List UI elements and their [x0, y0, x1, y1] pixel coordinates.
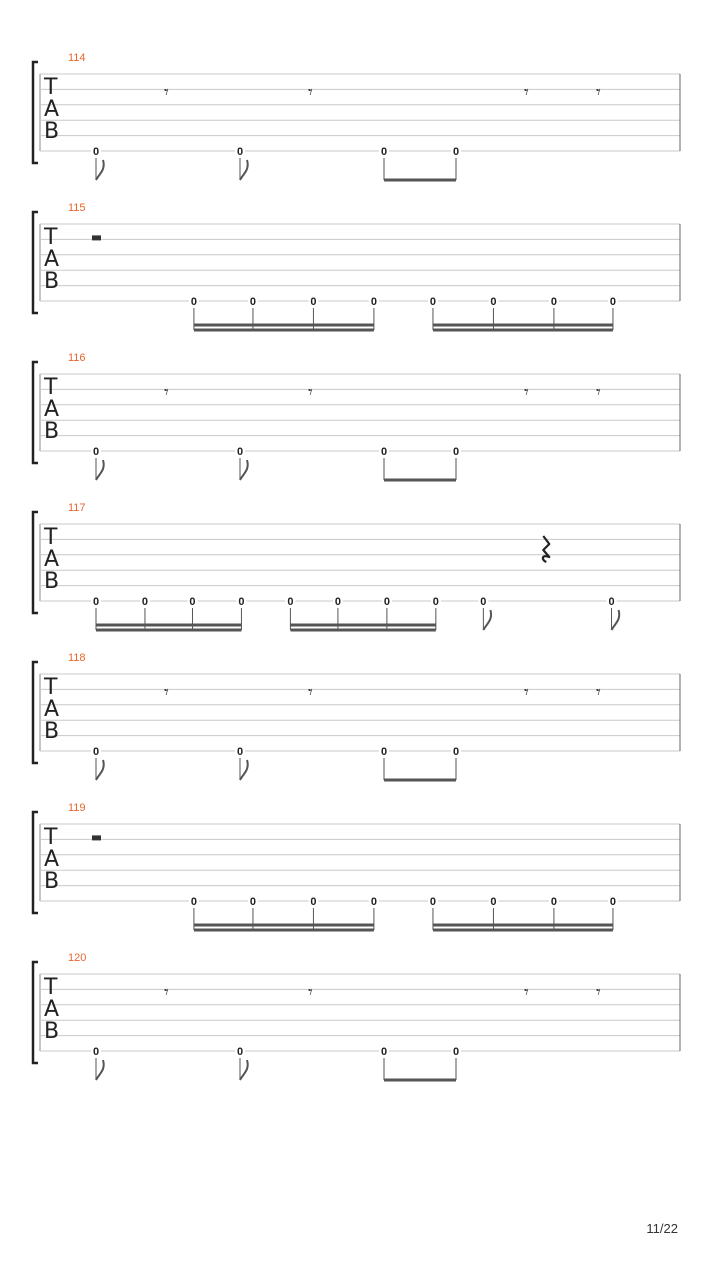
measure-number: 117 [68, 502, 86, 514]
fret-number: 0 [609, 296, 617, 308]
measure-number: 118 [68, 652, 86, 664]
note-flag [483, 610, 491, 630]
eighth-rest: 𝄾 [596, 982, 601, 1003]
note-flag [612, 610, 620, 630]
eighth-rest: 𝄾 [596, 382, 601, 403]
system-bracket [33, 362, 38, 463]
fret-number: 0 [550, 296, 557, 308]
eighth-rest: 𝄾 [596, 82, 601, 103]
note-flag [240, 760, 248, 780]
fret-number: 0 [238, 596, 245, 608]
tab-clef-letter: A [44, 847, 60, 872]
fret-number: 0 [380, 746, 388, 758]
system-bracket [33, 62, 38, 163]
fret-number: 0 [550, 896, 557, 908]
note-flag [96, 760, 104, 780]
tab-clef-letter: B [44, 269, 60, 294]
system-bracket [33, 962, 38, 1063]
measure-number: 116 [68, 352, 86, 364]
tab-clef-letter: T [44, 975, 58, 1000]
tab-clef-letter: B [44, 1019, 60, 1044]
fret-number: 0 [452, 146, 460, 158]
fret-number: 0 [236, 1046, 244, 1058]
eighth-rest: 𝄾 [524, 82, 529, 103]
note-flag [96, 460, 104, 480]
measure-number: 114 [68, 52, 86, 64]
system-bracket [33, 512, 38, 613]
fret-number: 0 [92, 446, 100, 458]
tab-clef-letter: A [44, 97, 60, 122]
fret-number: 0 [236, 746, 244, 758]
eighth-rest: 𝄾 [308, 682, 313, 703]
tab-clef-letter: A [44, 397, 60, 422]
system-bracket [33, 212, 38, 313]
tab-system [33, 802, 680, 930]
fret-number: 0 [429, 296, 437, 308]
fret-number: 0 [92, 146, 100, 158]
fret-number: 0 [249, 296, 257, 308]
system-bracket [33, 662, 38, 763]
fret-number: 0 [370, 896, 377, 908]
half-rest [92, 235, 101, 240]
eighth-rest: 𝄾 [308, 982, 313, 1003]
tab-system [33, 352, 680, 480]
fret-number: 0 [236, 146, 244, 158]
measure-number: 115 [68, 202, 86, 214]
note-flag [96, 1060, 104, 1080]
tab-system [33, 652, 680, 780]
tab-clef-letter: A [44, 697, 60, 722]
fret-number: 0 [490, 896, 497, 908]
fret-number: 0 [310, 296, 317, 308]
tab-clef-letter: T [44, 75, 58, 100]
tab-clef-letter: T [44, 375, 58, 400]
fret-number: 0 [92, 746, 100, 758]
eighth-rest: 𝄾 [164, 682, 169, 703]
tab-system [33, 952, 680, 1080]
fret-number: 0 [141, 596, 149, 608]
eighth-rest: 𝄾 [596, 682, 601, 703]
eighth-rest: 𝄾 [164, 382, 169, 403]
measure-number: 120 [68, 952, 87, 964]
half-rest [92, 835, 101, 840]
tab-clef-letter: T [44, 225, 58, 250]
page-number: 11/22 [646, 1221, 678, 1236]
note-flag [240, 1060, 248, 1080]
tab-clef-letter: T [44, 525, 58, 550]
eighth-rest: 𝄾 [524, 682, 529, 703]
note-flag [96, 160, 104, 180]
fret-number: 0 [380, 1046, 388, 1058]
fret-number: 0 [190, 896, 197, 908]
eighth-rest: 𝄾 [308, 382, 313, 403]
tab-clef-letter: T [44, 825, 58, 850]
fret-number: 0 [92, 596, 100, 608]
fret-number: 0 [609, 896, 617, 908]
eighth-rest: 𝄾 [524, 382, 529, 403]
eighth-rest: 𝄾 [308, 82, 313, 103]
fret-number: 0 [190, 296, 197, 308]
fret-number: 0 [287, 596, 294, 608]
note-flag [240, 160, 248, 180]
eighth-rest: 𝄾 [164, 982, 169, 1003]
fret-number: 0 [452, 746, 460, 758]
fret-number: 0 [380, 146, 388, 158]
fret-number: 0 [370, 296, 377, 308]
fret-number: 0 [429, 896, 437, 908]
tab-system [33, 202, 680, 330]
fret-number: 0 [310, 896, 317, 908]
tab-clef-letter: B [44, 119, 60, 144]
note-flag [240, 460, 248, 480]
tab-clef-letter: B [44, 869, 60, 894]
fret-number: 0 [383, 596, 390, 608]
eighth-rest: 𝄾 [164, 82, 169, 103]
eighth-rest: 𝄾 [524, 982, 529, 1003]
measure-number: 119 [68, 802, 86, 814]
fret-number: 0 [236, 446, 244, 458]
fret-number: 0 [432, 596, 439, 608]
tab-clef-letter: B [44, 569, 60, 594]
fret-number: 0 [92, 1046, 100, 1058]
tab-clef-letter: A [44, 247, 60, 272]
fret-number: 0 [249, 896, 257, 908]
tab-clef-letter: B [44, 719, 60, 744]
tab-clef-letter: A [44, 547, 60, 572]
tab-system [33, 502, 680, 630]
fret-number: 0 [334, 596, 341, 608]
fret-number: 0 [608, 596, 615, 608]
fret-number: 0 [189, 596, 196, 608]
tab-clef-letter: A [44, 997, 60, 1022]
fret-number: 0 [452, 1046, 460, 1058]
fret-number: 0 [380, 446, 388, 458]
fret-number: 0 [480, 596, 487, 608]
system-bracket [33, 812, 38, 913]
fret-number: 0 [490, 296, 497, 308]
tab-clef-letter: B [44, 419, 60, 444]
tab-system [33, 52, 680, 180]
fret-number: 0 [452, 446, 460, 458]
tab-clef-letter: T [44, 675, 58, 700]
